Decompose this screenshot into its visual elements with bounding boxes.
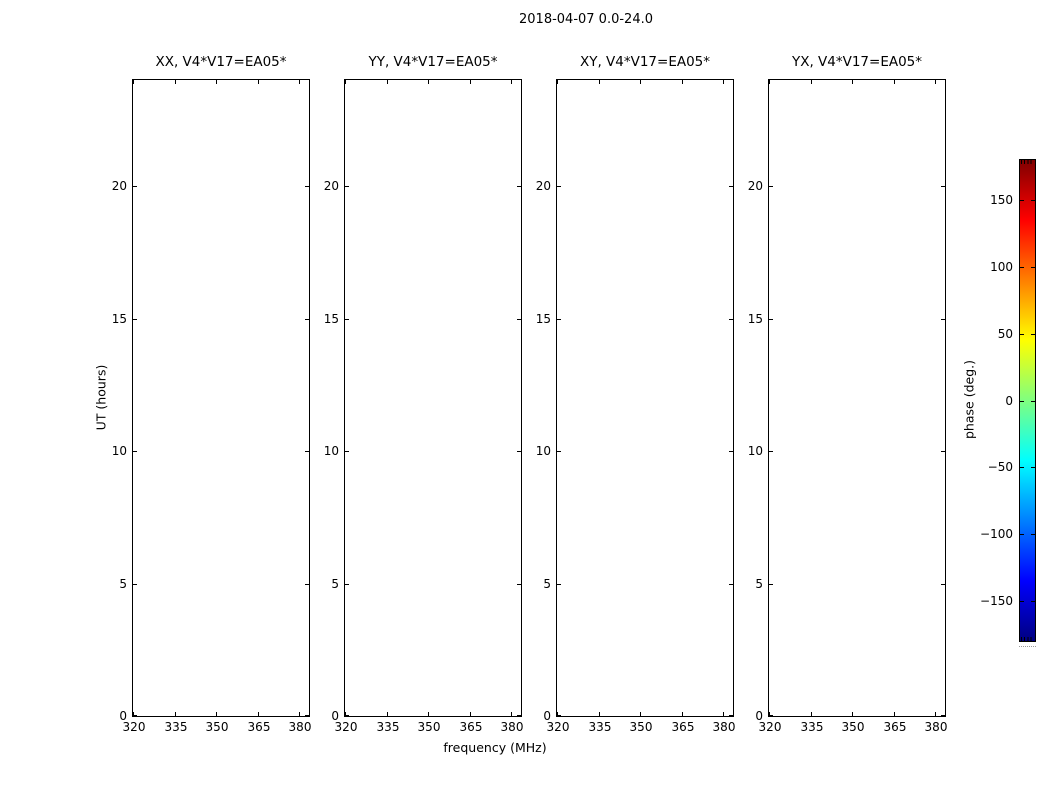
colorbar-tick-mark	[1031, 467, 1035, 468]
y-tick-label: 5	[755, 577, 763, 591]
x-tick-label: 365	[883, 720, 907, 734]
y-tick-label: 10	[111, 444, 127, 458]
colorbar-tick-mark	[1031, 267, 1035, 268]
x-tick-label: 365	[247, 720, 271, 734]
x-tick-mark	[428, 80, 429, 84]
colorbar-tick-label: −50	[987, 460, 1013, 474]
x-tick-label: 335	[376, 720, 400, 734]
y-tick-mark	[305, 319, 309, 320]
x-tick-mark	[428, 712, 429, 716]
subplot-yx-plot-area	[747, 79, 948, 734]
subplot-xx-plot-area	[111, 79, 312, 734]
x-tick-mark	[640, 712, 641, 716]
x-tick-label: 350	[629, 720, 653, 734]
y-tick-mark	[557, 451, 561, 452]
subplot-xy-title: XY, V4*V17=EA05*	[579, 54, 711, 70]
y-tick-label: 10	[747, 444, 763, 458]
x-tick-label: 335	[800, 720, 824, 734]
colorbar-axis-label: phase (deg.)	[961, 360, 977, 439]
subplot-yy	[323, 54, 524, 734]
y-tick-mark	[133, 584, 137, 585]
subplot-yy-plot-area	[323, 79, 524, 734]
x-tick-mark	[935, 712, 936, 716]
subplot-xy	[535, 54, 736, 734]
x-tick-mark	[894, 80, 895, 84]
y-tick-mark	[769, 319, 773, 320]
x-tick-mark	[216, 712, 217, 716]
y-tick-mark	[133, 715, 137, 716]
y-tick-mark	[133, 186, 137, 187]
figure-title: 2018-04-07 0.0-24.0	[519, 12, 653, 27]
y-tick-mark	[517, 451, 521, 452]
y-tick-mark	[769, 186, 773, 187]
y-tick-label: 0	[331, 709, 339, 723]
x-tick-mark	[258, 80, 259, 84]
colorbar-minor-ticks-top	[1021, 160, 1034, 164]
x-tick-mark	[470, 80, 471, 84]
x-tick-mark	[723, 80, 724, 84]
y-tick-mark	[517, 186, 521, 187]
y-tick-label: 20	[535, 179, 551, 193]
y-tick-mark	[729, 319, 733, 320]
x-tick-label: 320	[334, 720, 358, 734]
x-tick-label: 365	[459, 720, 483, 734]
colorbar-dotted-edge	[1019, 646, 1036, 647]
colorbar-minor-ticks-bottom	[1021, 637, 1034, 641]
y-tick-mark	[345, 451, 349, 452]
y-tick-label: 5	[543, 577, 551, 591]
x-tick-mark	[723, 712, 724, 716]
y-tick-mark	[557, 584, 561, 585]
x-tick-mark	[299, 80, 300, 84]
y-tick-mark	[133, 451, 137, 452]
x-tick-label: 380	[288, 720, 312, 734]
y-tick-mark	[769, 451, 773, 452]
y-tick-label: 15	[111, 312, 127, 326]
x-tick-mark	[345, 80, 346, 84]
x-tick-mark	[216, 80, 217, 84]
y-tick-mark	[941, 451, 945, 452]
y-tick-mark	[941, 186, 945, 187]
x-tick-mark	[299, 712, 300, 716]
x-tick-label: 350	[205, 720, 229, 734]
y-tick-label: 10	[535, 444, 551, 458]
x-tick-label: 380	[500, 720, 524, 734]
x-tick-mark	[894, 712, 895, 716]
y-tick-mark	[345, 186, 349, 187]
colorbar-tick-mark	[1020, 601, 1024, 602]
x-tick-mark	[175, 712, 176, 716]
x-tick-mark	[811, 80, 812, 84]
x-tick-label: 335	[164, 720, 188, 734]
x-tick-mark	[387, 80, 388, 84]
y-tick-mark	[345, 584, 349, 585]
y-tick-mark	[517, 319, 521, 320]
colorbar-tick-label: 0	[1005, 394, 1013, 408]
y-tick-mark	[305, 584, 309, 585]
y-tick-mark	[557, 319, 561, 320]
y-tick-mark	[729, 186, 733, 187]
colorbar-tick-mark	[1020, 534, 1024, 535]
x-tick-mark	[811, 712, 812, 716]
x-tick-label: 380	[712, 720, 736, 734]
x-tick-mark	[511, 712, 512, 716]
colorbar-tick-mark	[1031, 200, 1035, 201]
y-tick-label: 15	[747, 312, 763, 326]
colorbar-tick-label: −100	[980, 527, 1013, 541]
y-tick-mark	[557, 186, 561, 187]
y-tick-label: 10	[323, 444, 339, 458]
y-tick-mark	[345, 319, 349, 320]
x-axis-label: frequency (MHz)	[443, 740, 547, 755]
x-tick-mark	[511, 80, 512, 84]
y-tick-label: 15	[323, 312, 339, 326]
y-tick-mark	[729, 584, 733, 585]
subplot-yx-title: YX, V4*V17=EA05*	[791, 54, 923, 70]
colorbar-tick-mark	[1020, 334, 1024, 335]
y-tick-mark	[769, 715, 773, 716]
y-axis-label: UT (hours)	[93, 364, 109, 431]
x-tick-mark	[557, 80, 558, 84]
x-tick-label: 350	[841, 720, 865, 734]
y-tick-label: 5	[331, 577, 339, 591]
x-tick-label: 320	[122, 720, 146, 734]
x-tick-mark	[133, 80, 134, 84]
y-tick-label: 0	[755, 709, 763, 723]
x-tick-mark	[387, 712, 388, 716]
y-tick-mark	[729, 715, 733, 716]
subplot-yy-title: YY, V4*V17=EA05*	[368, 54, 498, 70]
y-tick-mark	[305, 451, 309, 452]
y-tick-label: 0	[543, 709, 551, 723]
y-tick-label: 15	[535, 312, 551, 326]
colorbar-tick-mark	[1020, 267, 1024, 268]
x-tick-label: 320	[546, 720, 570, 734]
y-tick-mark	[517, 715, 521, 716]
y-tick-mark	[941, 584, 945, 585]
colorbar-tick-mark	[1031, 334, 1035, 335]
x-tick-mark	[599, 80, 600, 84]
x-tick-mark	[470, 712, 471, 716]
subplot-xx	[111, 54, 312, 734]
x-tick-label: 335	[588, 720, 612, 734]
colorbar-tick-label: 100	[990, 260, 1013, 274]
y-tick-mark	[133, 319, 137, 320]
colorbar-tick-label: 150	[990, 193, 1013, 207]
colorbar-tick-label: 50	[997, 327, 1013, 341]
y-tick-label: 20	[323, 179, 339, 193]
y-tick-mark	[941, 715, 945, 716]
x-tick-label: 350	[417, 720, 441, 734]
y-tick-mark	[345, 715, 349, 716]
y-tick-label: 20	[111, 179, 127, 193]
x-tick-label: 365	[671, 720, 695, 734]
subplot-xx-title: XX, V4*V17=EA05*	[155, 54, 287, 70]
x-tick-mark	[769, 80, 770, 84]
x-tick-mark	[175, 80, 176, 84]
colorbar-tick-mark	[1020, 401, 1024, 402]
x-tick-mark	[258, 712, 259, 716]
y-tick-mark	[941, 319, 945, 320]
colorbar-tick-mark	[1020, 467, 1024, 468]
y-tick-mark	[557, 715, 561, 716]
colorbar-tick-mark	[1031, 601, 1035, 602]
x-tick-mark	[852, 80, 853, 84]
y-tick-mark	[769, 584, 773, 585]
y-tick-mark	[729, 451, 733, 452]
colorbar-tick-mark	[1031, 534, 1035, 535]
y-tick-mark	[305, 186, 309, 187]
colorbar-tick-mark	[1031, 401, 1035, 402]
x-tick-mark	[682, 712, 683, 716]
y-tick-label: 5	[119, 577, 127, 591]
subplot-yx	[747, 54, 948, 734]
y-tick-mark	[305, 715, 309, 716]
x-tick-mark	[852, 712, 853, 716]
y-tick-label: 20	[747, 179, 763, 193]
x-tick-label: 380	[924, 720, 948, 734]
y-tick-label: 0	[119, 709, 127, 723]
x-tick-mark	[935, 80, 936, 84]
y-tick-mark	[517, 584, 521, 585]
colorbar	[980, 159, 1036, 642]
x-tick-label: 320	[758, 720, 782, 734]
colorbar-tick-mark	[1020, 200, 1024, 201]
x-tick-mark	[640, 80, 641, 84]
colorbar-tick-label: −150	[980, 594, 1013, 608]
x-tick-mark	[599, 712, 600, 716]
x-tick-mark	[682, 80, 683, 84]
subplot-xy-plot-area	[535, 79, 736, 734]
